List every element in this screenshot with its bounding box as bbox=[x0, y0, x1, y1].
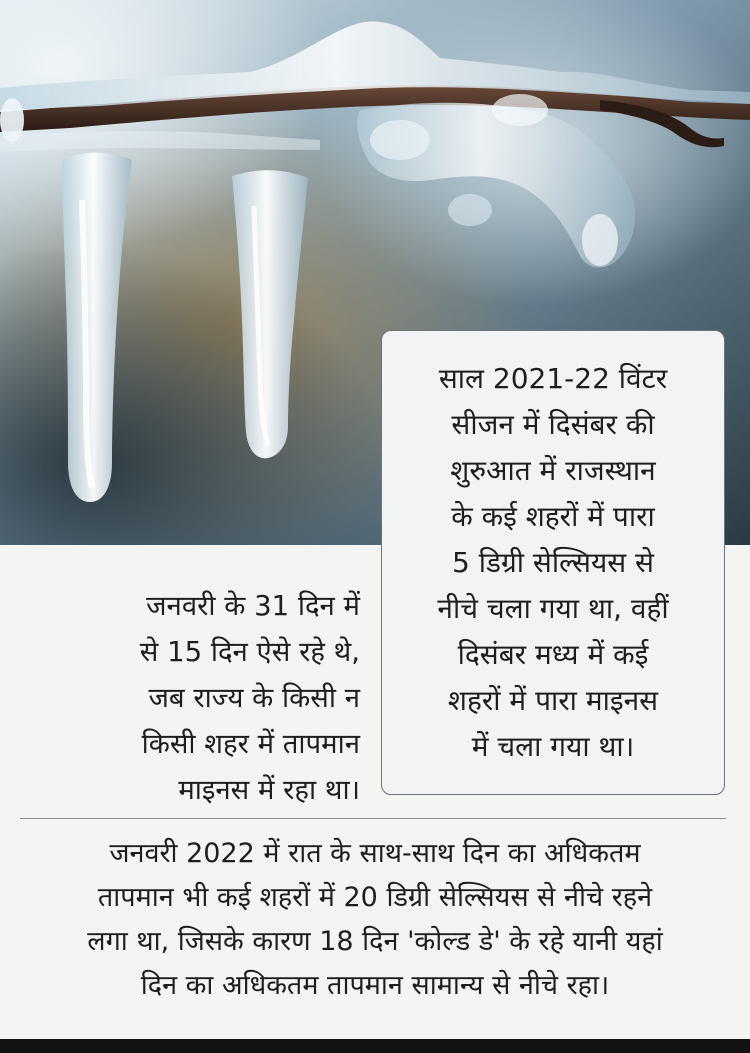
bottom-note-line: जनवरी 2022 में रात के साथ-साथ दिन का अधिकतम bbox=[109, 838, 641, 869]
callout-line: दिसंबर मध्य में कई bbox=[457, 637, 649, 671]
callout-line: साल 2021-22 विंटर bbox=[438, 361, 668, 395]
bottom-bar bbox=[0, 1039, 750, 1053]
callout-line: शुरुआत में राजस्थान bbox=[450, 453, 656, 487]
callout-line: में चला गया था। bbox=[471, 729, 635, 763]
side-note-line: किसी शहर में तापमान bbox=[141, 728, 360, 760]
callout-line: शहरों में पारा माइनस bbox=[447, 683, 659, 717]
side-note-line: माइनस में रहा था। bbox=[178, 774, 360, 806]
section-divider bbox=[20, 818, 726, 819]
bottom-note-line: दिन का अधिकतम तापमान सामान्य से नीचे रहा। bbox=[140, 970, 610, 1001]
bottom-note-line: तापमान भी कई शहरों में 20 डिग्री सेल्सियस से नीचे रहने bbox=[97, 882, 653, 913]
december-info-box bbox=[381, 330, 725, 795]
callout-line: 5 डिग्री सेल्सियस से bbox=[452, 545, 654, 579]
side-note-line: से 15 दिन ऐसे रहे थे, bbox=[139, 636, 360, 668]
callout-line: नीचे चला गया था, वहीं bbox=[437, 591, 669, 625]
side-note-line: जनवरी के 31 दिन में bbox=[146, 590, 360, 622]
side-note-line: जब राज्य के किसी न bbox=[148, 682, 360, 714]
january-info-text bbox=[40, 583, 360, 813]
callout-line: के कई शहरों में पारा bbox=[451, 499, 655, 533]
cold-day-info-text bbox=[0, 832, 750, 1008]
callout-line: सीजन में दिसंबर की bbox=[451, 407, 655, 441]
bottom-note-line: लगा था, जिसके कारण 18 दिन 'कोल्ड डे' के रहे यानी यहां bbox=[87, 926, 663, 957]
